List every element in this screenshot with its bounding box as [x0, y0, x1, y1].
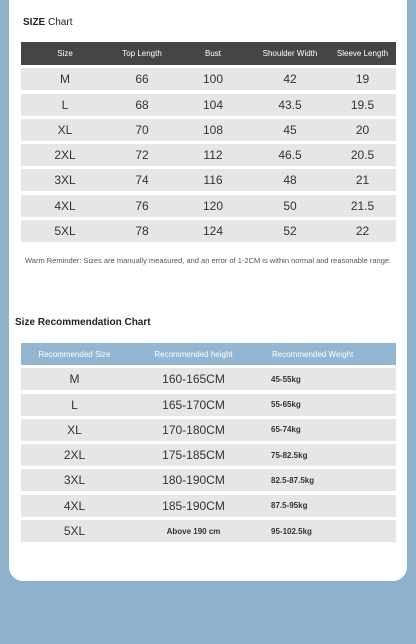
- cell-bust: 104: [202, 97, 224, 112]
- table-row: [21, 419, 396, 441]
- cell-recommended-height: Above 190 cm: [166, 526, 221, 536]
- cell-sleeve-length: 21.5: [350, 198, 375, 213]
- cell-size: 3XL: [54, 173, 76, 188]
- recommendation-chart-title: Size Recommendation Chart: [15, 317, 151, 328]
- cell-recommended-weight: 55-65kg: [271, 400, 301, 410]
- table-row: [21, 220, 396, 242]
- cell-top-length: 76: [135, 198, 149, 213]
- header-sleeve-length: Sleeve Length: [336, 49, 389, 58]
- cell-recommended-weight: 87.5-95kg: [271, 501, 308, 511]
- cell-recommended-size: M: [69, 372, 80, 387]
- cell-shoulder-width: 45: [283, 122, 297, 137]
- cell-top-length: 74: [135, 173, 149, 188]
- cell-sleeve-length: 21: [355, 173, 370, 188]
- cell-recommended-weight: 82.5-87.5kg: [271, 475, 315, 485]
- cell-recommended-height: 175-185CM: [162, 448, 225, 463]
- cell-size: L: [61, 97, 69, 112]
- cell-recommended-size: 3XL: [63, 473, 86, 488]
- cell-shoulder-width: 42: [283, 72, 297, 87]
- cell-recommended-size: XL: [67, 422, 82, 437]
- header-recommended-height: Recommended height: [154, 349, 233, 359]
- cell-size: M: [60, 72, 70, 87]
- cell-size: 2XL: [54, 148, 76, 163]
- cell-bust: 124: [202, 224, 224, 239]
- cell-bust: 112: [203, 148, 223, 163]
- table-row: [21, 68, 396, 90]
- cell-shoulder-width: 43.5: [278, 97, 302, 112]
- cell-recommended-weight: 75-82.5kg: [271, 450, 308, 460]
- cell-shoulder-width: 52: [283, 224, 297, 239]
- cell-shoulder-width: 46.5: [278, 148, 302, 163]
- size-chart-header-row: [21, 42, 396, 65]
- cell-sleeve-length: 20.5: [350, 148, 375, 163]
- cell-top-length: 66: [135, 72, 149, 87]
- cell-recommended-weight: 45-55kg: [271, 374, 301, 384]
- header-shoulder-width: Shoulder Width: [262, 49, 318, 58]
- cell-shoulder-width: 50: [283, 198, 297, 213]
- header-recommended-size: Recommended Size: [38, 349, 111, 359]
- table-row: [21, 495, 396, 517]
- cell-size: 4XL: [54, 198, 76, 213]
- table-row: [21, 368, 396, 390]
- cell-bust: 120: [202, 198, 224, 213]
- size-chart-title: SIZE Chart: [23, 17, 73, 28]
- recommendation-header-row: [21, 343, 396, 365]
- cell-recommended-weight: 65-74kg: [271, 425, 301, 435]
- cell-bust: 100: [202, 72, 224, 87]
- size-chart-table: [21, 42, 396, 242]
- table-row: [21, 119, 396, 141]
- cell-size: XL: [57, 122, 73, 137]
- table-row: [21, 94, 396, 116]
- cell-sleeve-length: 19: [355, 72, 370, 87]
- cell-top-length: 70: [135, 122, 149, 137]
- cell-recommended-weight: 95-102.5kg: [271, 526, 312, 536]
- header-top-length: Top Length: [122, 49, 162, 58]
- cell-recommended-size: L: [71, 397, 78, 412]
- cell-top-length: 78: [135, 224, 149, 239]
- cell-top-length: 72: [135, 148, 149, 163]
- warm-reminder-note: Warm Reminder: Sizes are manually measured, and an error of 1-2CM is within normal and reasonable range.: [25, 256, 392, 265]
- cell-bust: 108: [202, 122, 224, 137]
- table-row: [21, 444, 396, 466]
- table-row: [21, 169, 396, 191]
- header-bust: Bust: [204, 49, 221, 58]
- cell-shoulder-width: 48: [283, 173, 297, 188]
- cell-sleeve-length: 19.5: [350, 97, 375, 112]
- cell-sleeve-length: 22: [355, 224, 370, 239]
- cell-recommended-height: 160-165CM: [162, 372, 225, 387]
- header-recommended-weight: Recommended Weight: [272, 349, 354, 359]
- cell-recommended-size: 5XL: [63, 524, 86, 539]
- cell-top-length: 68: [135, 97, 149, 112]
- table-row: [21, 144, 396, 166]
- cell-bust: 116: [203, 173, 223, 188]
- cell-size: 5XL: [54, 224, 76, 239]
- table-row: [21, 520, 396, 542]
- table-row: [21, 469, 396, 491]
- cell-sleeve-length: 20: [355, 122, 370, 137]
- cell-recommended-height: 165-170CM: [162, 397, 225, 412]
- cell-recommended-height: 180-190CM: [162, 473, 225, 488]
- table-row: [21, 394, 396, 416]
- table-row: [21, 195, 396, 217]
- cell-recommended-size: 4XL: [63, 498, 86, 513]
- size-chart-card: [9, 0, 407, 581]
- cell-recommended-height: 185-190CM: [162, 498, 225, 513]
- recommendation-table: [21, 343, 396, 542]
- cell-recommended-size: 2XL: [63, 448, 86, 463]
- header-size: Size: [57, 49, 73, 58]
- cell-recommended-height: 170-180CM: [162, 422, 225, 437]
